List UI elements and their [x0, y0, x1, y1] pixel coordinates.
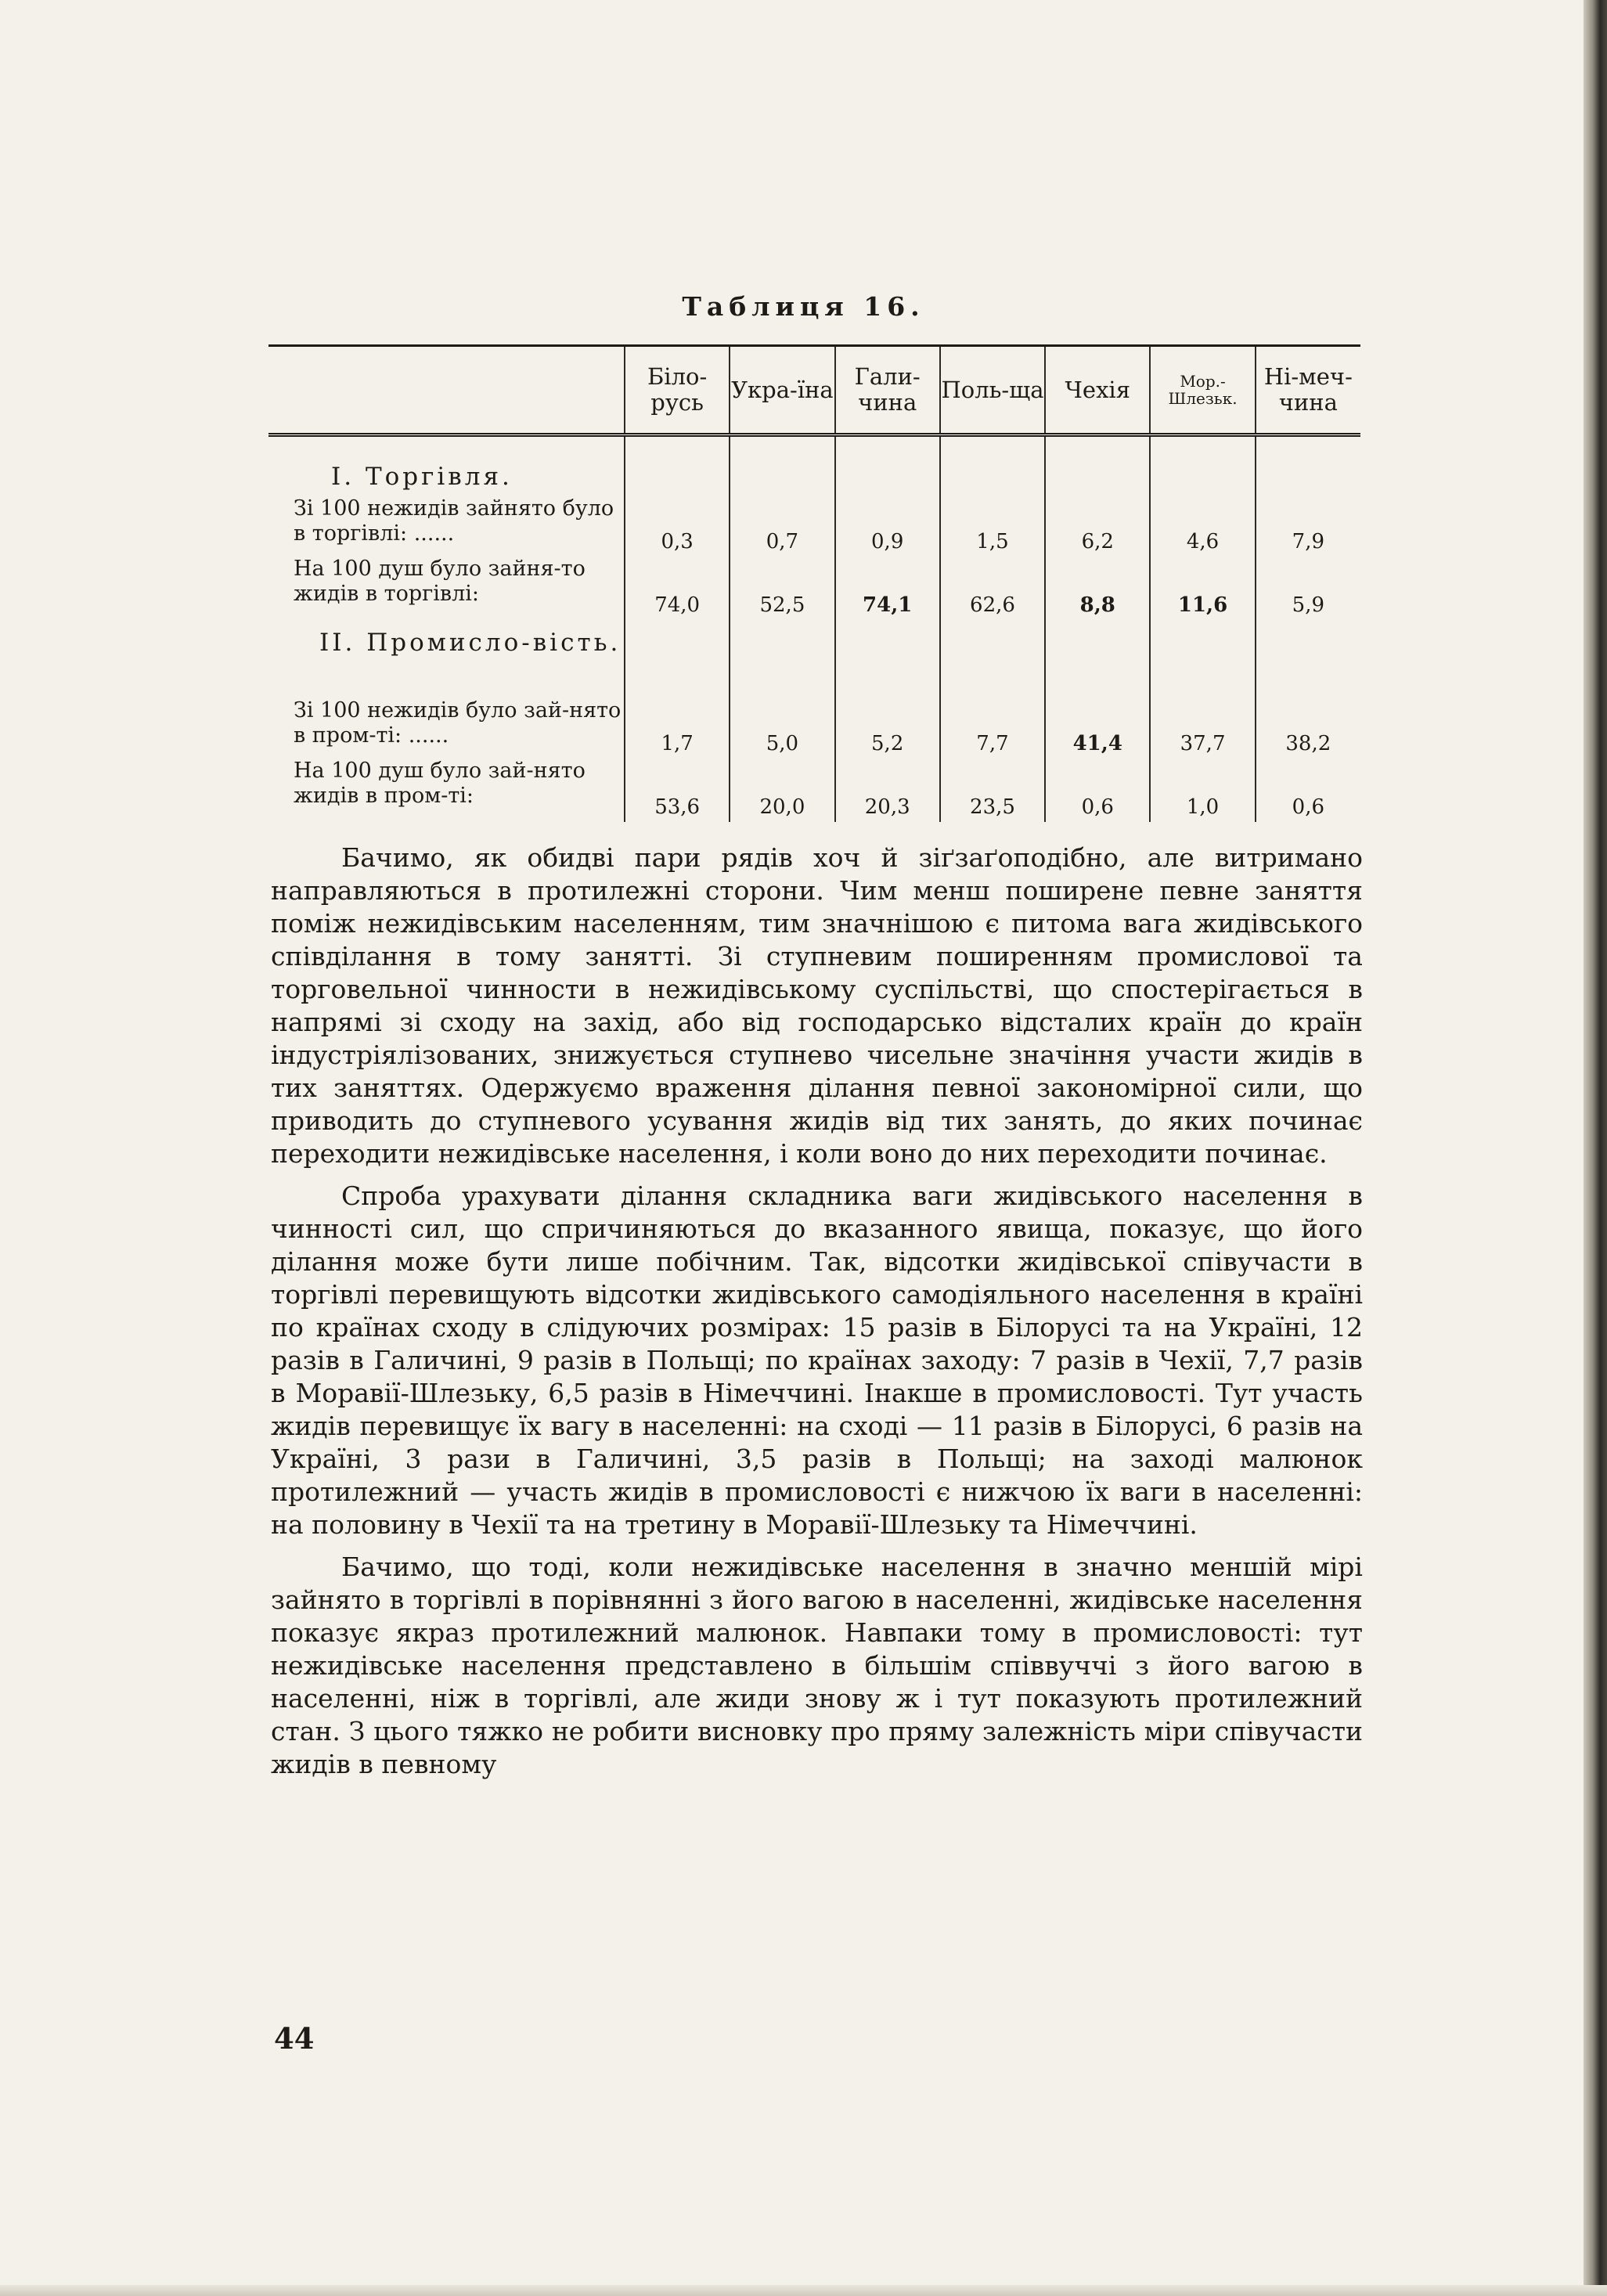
table-row [268, 492, 1360, 557]
table-cell: 62,6 [940, 557, 1045, 620]
row-label: Зі 100 нежидів було зай-нято в пром-ті: ...... [294, 697, 622, 748]
table-cell: 5,9 [1256, 557, 1360, 620]
table-cell: 7,9 [1256, 492, 1360, 557]
column-header: Укра-їна [730, 346, 834, 435]
section-heading-row [268, 620, 1360, 693]
page-bottom-edge [0, 2285, 1607, 2296]
body-text [271, 842, 1363, 1790]
paragraph: Бачимо, що тоді, коли нежидівське населення в значно меншій мірі зайнято в торгівлі в порівнянні з його вагою в населенні, жидівське населення показує якраз протилежний малюнок. Навпаки тому в промисловості: тут нежидівське населення представлено в більшім співвуччі з його вагою в населенні, ніж в торгівлі, але жиди знову ж і тут показують протилежний стан. З цього тяжко не робити висновку про пряму залежність міри співучасти жидів в певному [271, 1552, 1363, 1779]
table-cell: 1,0 [1150, 759, 1255, 822]
column-header: Біло-русь [625, 346, 730, 435]
header-label-cell [268, 346, 625, 435]
table-cell: 41,4 [1045, 694, 1150, 759]
paragraph: Бачимо, як обидві пари рядів хоч й зіґзаґоподібно, але витримано направляються в протилежні сторони. Чим менш поширене певне заняття поміж нежидівським населенням, тим значнішою є питома вага жидівського співділання в тому занятті. Зі ступневим поширенням промислової та торговельної чинности в нежидівському суспільстві, що спостерігається в напрямі зі сходу на захід, або від господарсько відсталих країн до країн індустріялізованих, знижується ступнево чисельне значіння участи жидів в тих заняттях. Одержуємо враження ділання певної закономірної сили, що приводить до ступневого усування жидів від тих занять, до яких починає переходити нежидівське населення, і коли воно до них переходити починає. [271, 842, 1363, 1169]
row-label: На 100 душ було зай-нято жидів в пром-ті: [294, 758, 586, 808]
table-header-row [268, 346, 1360, 435]
table-row [268, 694, 1360, 759]
table-cell: 23,5 [940, 759, 1045, 822]
column-header: Гали-чина [835, 346, 940, 435]
table-caption: Таблиця 16. [682, 291, 925, 322]
table-cell: 6,2 [1045, 492, 1150, 557]
table-cell: 4,6 [1150, 492, 1255, 557]
table-cell: 0,6 [1045, 759, 1150, 822]
row-label: Зі 100 нежидів зайнято було в торгівлі: ...... [294, 496, 614, 546]
section-heading: II. Промисло-вість. [319, 629, 622, 658]
table-cell: 7,7 [940, 694, 1045, 759]
table-cell: 74,1 [835, 557, 940, 620]
column-header: Поль-ща [940, 346, 1045, 435]
table-cell: 20,3 [835, 759, 940, 822]
column-header: Чехія [1045, 346, 1150, 435]
table-cell: 0,7 [730, 492, 834, 557]
table-cell: 0,9 [835, 492, 940, 557]
table-cell: 8,8 [1045, 557, 1150, 620]
table-cell: 74,0 [625, 557, 730, 620]
table-cell: 38,2 [1256, 694, 1360, 759]
table-row [268, 557, 1360, 620]
table-cell: 5,2 [835, 694, 940, 759]
paragraph: Спроба урахувати ділання складника ваги жидівського населення в чинності сил, що спричиняються до вказанного явища, показує, що його ділання може бути лише побічним. Так, відсотки жидівської співучасти в торгівлі перевищують відсотки жидівського самодіяльного населення в країні по країнах сходу в слідуючих розмірах: 15 разів в Білорусі та на Україні, 12 разів в Галичині, 9 разів в Польщі; по країнах заходу: 7 разів в Чехії, 7,7 разів в Моравії-Шлезьку, 6,5 разів в Німеччині. Інакше в промисловості. Тут участь жидів перевищує їх вагу в населенні: на сході — 11 разів в Білорусі, 6 разів на Україні, 3 рази в Галичині, 3,5 разів в Польщі; на заході малюнок протилежний — участь жидів в промисловості є нижчою їх ваги в населенні: на половину в Чехії та на третину в Моравії-Шлезьку та Німеччині. [271, 1180, 1363, 1540]
statistics-table [268, 344, 1360, 822]
table-cell: 37,7 [1150, 694, 1255, 759]
table-cell: 53,6 [625, 759, 730, 822]
table-cell: 5,0 [730, 694, 834, 759]
table-cell: 0,6 [1256, 759, 1360, 822]
column-header: Мор.-Шлезьк. [1150, 346, 1255, 435]
section-heading: I. Торгівля. [331, 463, 513, 492]
table-cell: 11,6 [1150, 557, 1255, 620]
table-row [268, 759, 1360, 822]
table-cell: 1,7 [625, 694, 730, 759]
column-header: Ні-меч-чина [1256, 346, 1360, 435]
table-cell: 0,3 [625, 492, 730, 557]
page-number: 44 [274, 2021, 315, 2056]
table-cell: 20,0 [730, 759, 834, 822]
book-spine-shadow [1584, 0, 1607, 2296]
table-cell: 52,5 [730, 557, 834, 620]
section-heading-row [268, 435, 1360, 492]
table-cell: 1,5 [940, 492, 1045, 557]
row-label: На 100 душ було зайня-то жидів в торгівлі: [294, 557, 586, 607]
